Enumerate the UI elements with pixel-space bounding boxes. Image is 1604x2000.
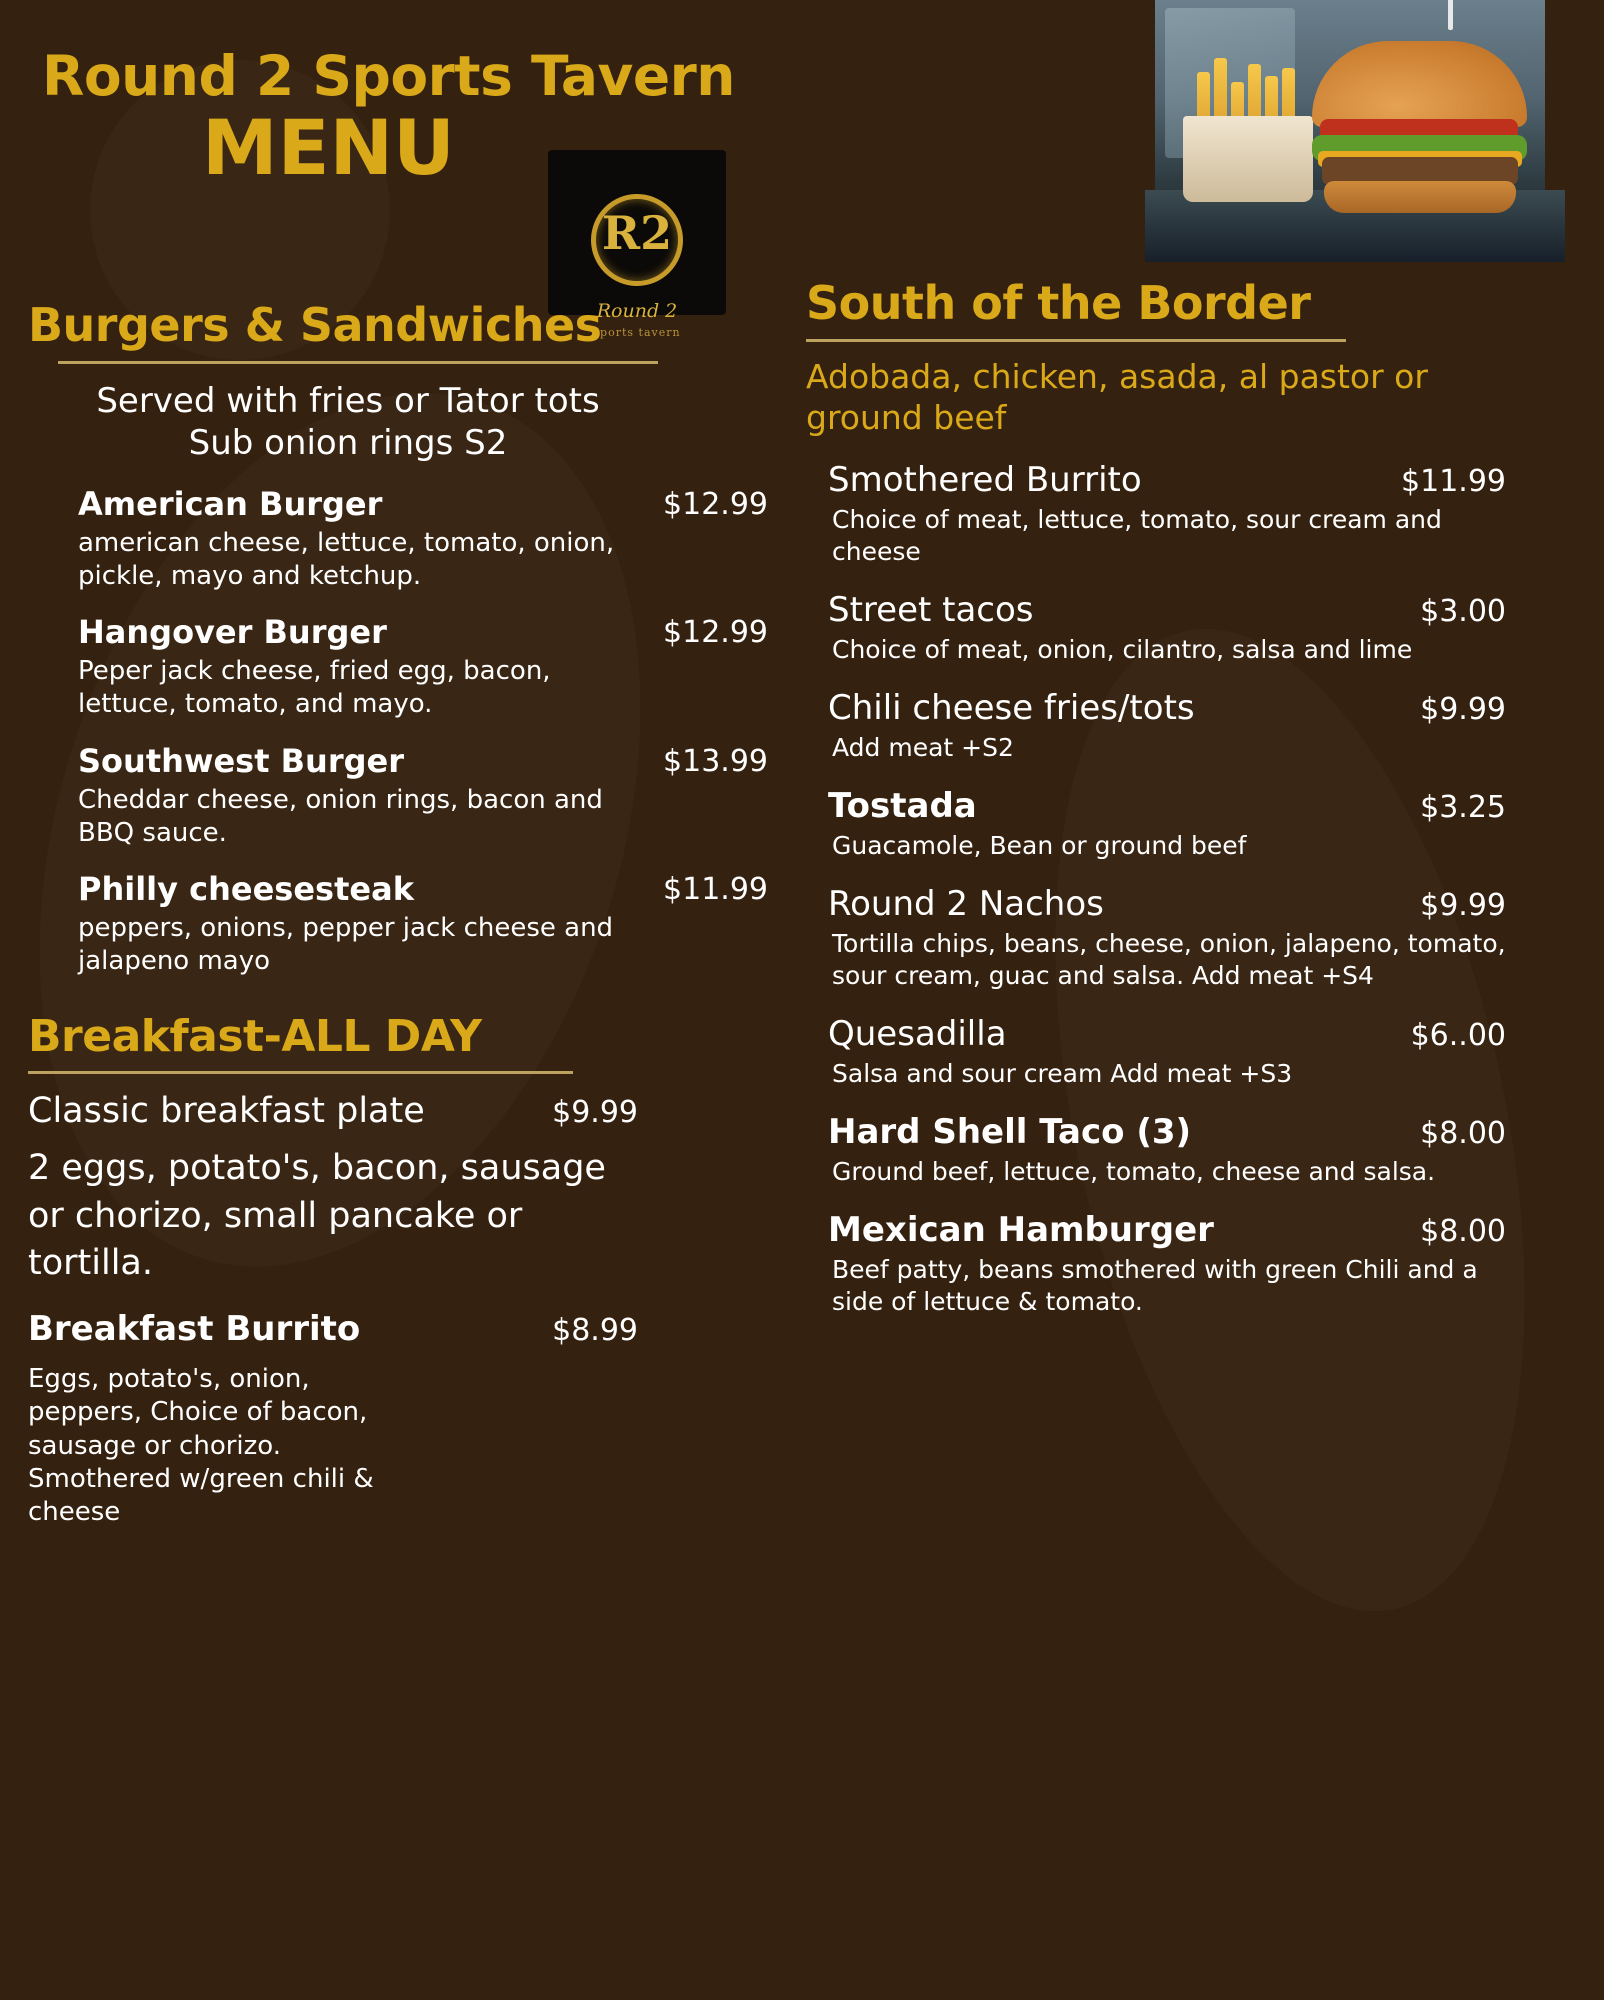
breakfast-classic-plate xyxy=(28,1088,788,1287)
item-description: Tortilla chips, beans, cheese, onion, jalapeno, tomato, sour cream, guac and salsa. Add meat +S4 xyxy=(832,929,1506,991)
served-note xyxy=(28,380,788,465)
logo-tagline: sports tavern xyxy=(593,326,681,339)
menu-item xyxy=(828,1014,1506,1090)
logo-name: Round 2 xyxy=(596,300,678,322)
item-description: Choice of meat, lettuce, tomato, sour cream and cheese xyxy=(832,505,1442,567)
item-name: Philly cheesesteak xyxy=(78,870,414,909)
item-description: 2 eggs, potato's, bacon, sausage or chorizo, small pancake or tortilla. xyxy=(28,1148,606,1283)
item-description: Eggs, potato's, onion, peppers, Choice of bacon, sausage or chorizo. Smothered w/green chili & cheese xyxy=(28,1364,374,1528)
item-price: $11.99 xyxy=(663,872,768,908)
served-note-line-1: Served with fries or Tator tots xyxy=(96,380,600,421)
item-price: $6..00 xyxy=(1410,1018,1506,1054)
item-price: $13.99 xyxy=(663,743,768,779)
restaurant-name: Round 2 Sports Tavern xyxy=(42,44,735,108)
title-block xyxy=(42,44,902,192)
menu-item xyxy=(828,786,1506,862)
item-name: Southwest Burger xyxy=(78,741,404,780)
item-price: $8.99 xyxy=(552,1313,638,1349)
item-description: american cheese, lettuce, tomato, onion, pickle, mayo and ketchup. xyxy=(78,527,615,591)
menu-item xyxy=(828,688,1506,764)
item-description: Peper jack cheese, fried egg, bacon, lettuce, tomato, and mayo. xyxy=(78,656,551,720)
item-description: Cheddar cheese, onion rings, bacon and BBQ sauce. xyxy=(78,784,603,848)
item-name: Classic breakfast plate xyxy=(28,1091,425,1132)
item-description: Add meat +S2 xyxy=(832,733,1014,763)
menu-item xyxy=(828,1112,1506,1188)
menu-item xyxy=(828,460,1506,568)
menu-item xyxy=(78,613,768,722)
divider xyxy=(28,1071,573,1074)
item-name: Breakfast Burrito xyxy=(28,1309,361,1350)
item-price: $8.00 xyxy=(1420,1214,1506,1250)
item-name: Smothered Burrito xyxy=(828,460,1142,501)
item-name: Mexican Hamburger xyxy=(828,1210,1214,1251)
burger-and-fries-photo xyxy=(1155,0,1545,262)
item-name: Quesadilla xyxy=(828,1014,1007,1055)
item-price: $9.99 xyxy=(1420,888,1506,924)
item-price: $3.25 xyxy=(1420,790,1506,826)
item-price: $12.99 xyxy=(663,486,768,522)
left-column xyxy=(28,300,788,1529)
right-column xyxy=(806,278,1526,1318)
divider xyxy=(58,361,658,364)
menu-item xyxy=(78,484,768,594)
meat-choices-note: Adobada, chicken, asada, al pastor or ground beef xyxy=(806,356,1428,437)
section-title-burgers: Burgers & Sandwiches xyxy=(28,298,602,352)
item-description: Beef patty, beans smothered with green Chili and a side of lettuce & tomato. xyxy=(832,1255,1478,1317)
item-name: American Burger xyxy=(78,484,383,523)
breakfast-burrito xyxy=(28,1309,788,1529)
item-price: $12.99 xyxy=(663,615,768,651)
logo-mark: R2 xyxy=(601,206,673,260)
menu-item xyxy=(78,870,768,979)
item-description: Choice of meat, onion, cilantro, salsa and lime xyxy=(832,635,1413,665)
item-name: Hard Shell Taco (3) xyxy=(828,1112,1192,1153)
item-price: $9.99 xyxy=(1420,692,1506,728)
item-description: Ground beef, lettuce, tomato, cheese and salsa. xyxy=(832,1157,1436,1187)
item-name: Chili cheese fries/tots xyxy=(828,688,1195,729)
item-price: $8.00 xyxy=(1420,1116,1506,1152)
item-description: Salsa and sour cream Add meat +S3 xyxy=(832,1059,1293,1089)
item-price: $3.00 xyxy=(1420,594,1506,630)
divider xyxy=(806,339,1346,342)
section-title-breakfast: Breakfast-ALL DAY xyxy=(28,1010,482,1062)
menu-item xyxy=(828,884,1506,992)
menu-item xyxy=(78,741,768,851)
burger-items-list xyxy=(28,485,788,979)
south-items-list xyxy=(806,460,1526,1318)
menu-item xyxy=(828,1210,1506,1318)
item-price: $11.99 xyxy=(1401,464,1506,500)
section-title-south-of-the-border: South of the Border xyxy=(806,276,1311,330)
item-name: Round 2 Nachos xyxy=(828,884,1104,925)
item-name: Tostada xyxy=(828,786,977,827)
menu-heading: MENU xyxy=(202,102,455,192)
menu-item xyxy=(828,590,1506,666)
item-description: peppers, onions, pepper jack cheese and jalapeno mayo xyxy=(78,913,614,977)
item-description: Guacamole, Bean or ground beef xyxy=(832,831,1247,861)
round2-logo xyxy=(548,150,726,339)
served-note-line-2: Sub onion rings S2 xyxy=(188,423,508,464)
item-price: $9.99 xyxy=(552,1095,638,1131)
item-name: Street tacos xyxy=(828,590,1034,631)
item-name: Hangover Burger xyxy=(78,613,387,652)
